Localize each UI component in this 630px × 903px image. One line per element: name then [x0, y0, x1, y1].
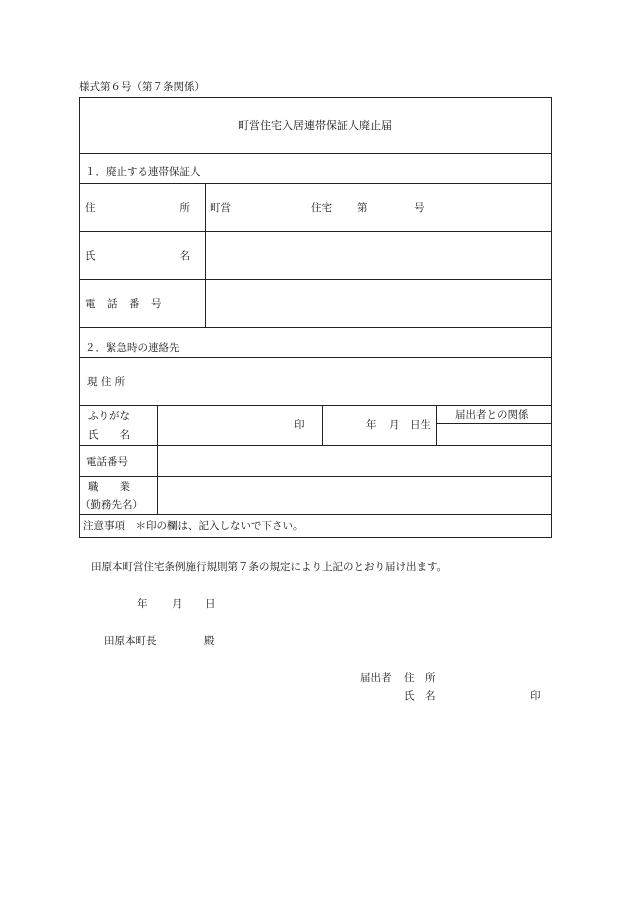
dob-nen: 年	[366, 419, 377, 431]
declaration-text: 田原本町営住宅条例施行規則第７条の規定により上記のとおり届け出ます。	[91, 561, 448, 573]
address-prefix: 町営	[210, 202, 231, 214]
phone-label: 電 話 番 号	[85, 298, 162, 310]
workplace-label: （勤務先名）	[80, 499, 143, 511]
address-house: 住宅	[311, 202, 332, 214]
current-address-label: 現 住 所	[87, 376, 126, 388]
section1-heading: １．廃止する連帯保証人	[85, 166, 201, 178]
date-tsuki: 月	[172, 598, 183, 610]
seal-mark: 印	[294, 419, 305, 431]
submitter-seal: 印	[530, 690, 541, 702]
address-go: 号	[414, 202, 425, 214]
divider	[322, 405, 323, 445]
divider	[79, 327, 552, 328]
relation-field[interactable]	[437, 424, 551, 445]
relation-label: 届出者との関係	[455, 409, 529, 421]
date-hi: 日	[205, 598, 216, 610]
dob-tsuki: 月	[389, 419, 400, 431]
divider	[79, 405, 552, 406]
contact-phone-label: 電話番号	[86, 456, 128, 468]
submitter-name-label: 氏 名	[404, 690, 436, 702]
date-nen: 年	[137, 598, 148, 610]
addressee-title: 田原本町長	[104, 635, 157, 647]
contact-name-label: 氏 名	[88, 429, 130, 441]
form-code: 様式第６号（第７条関係）	[79, 81, 205, 93]
name-field[interactable]	[206, 232, 551, 279]
job-label: 職 業	[88, 481, 130, 493]
submitter-label: 届出者	[360, 672, 392, 684]
contact-phone-field[interactable]	[158, 446, 551, 476]
furigana-label: ふりがな	[88, 410, 130, 422]
name-label: 氏 名	[85, 250, 190, 262]
divider	[79, 153, 552, 154]
address-field[interactable]	[206, 184, 551, 231]
section2-heading: ２．緊急時の連絡先	[85, 342, 180, 354]
dob-hi: 日生	[410, 419, 431, 431]
contact-name-field[interactable]	[158, 406, 288, 445]
current-address-field[interactable]	[150, 358, 551, 405]
address-dai: 第	[357, 202, 368, 214]
phone-field[interactable]	[206, 280, 551, 327]
divider	[79, 514, 552, 515]
address-label: 住 所	[85, 202, 190, 214]
job-field[interactable]	[158, 477, 551, 514]
submitter-address-label: 住 所	[404, 672, 436, 684]
form-title: 町営住宅入居連帯保証人廃止届	[238, 119, 392, 132]
addressee-honorific: 殿	[204, 635, 215, 647]
note-text: 注意事項 ＊印の欄は、記入しないで下さい。	[83, 520, 304, 532]
